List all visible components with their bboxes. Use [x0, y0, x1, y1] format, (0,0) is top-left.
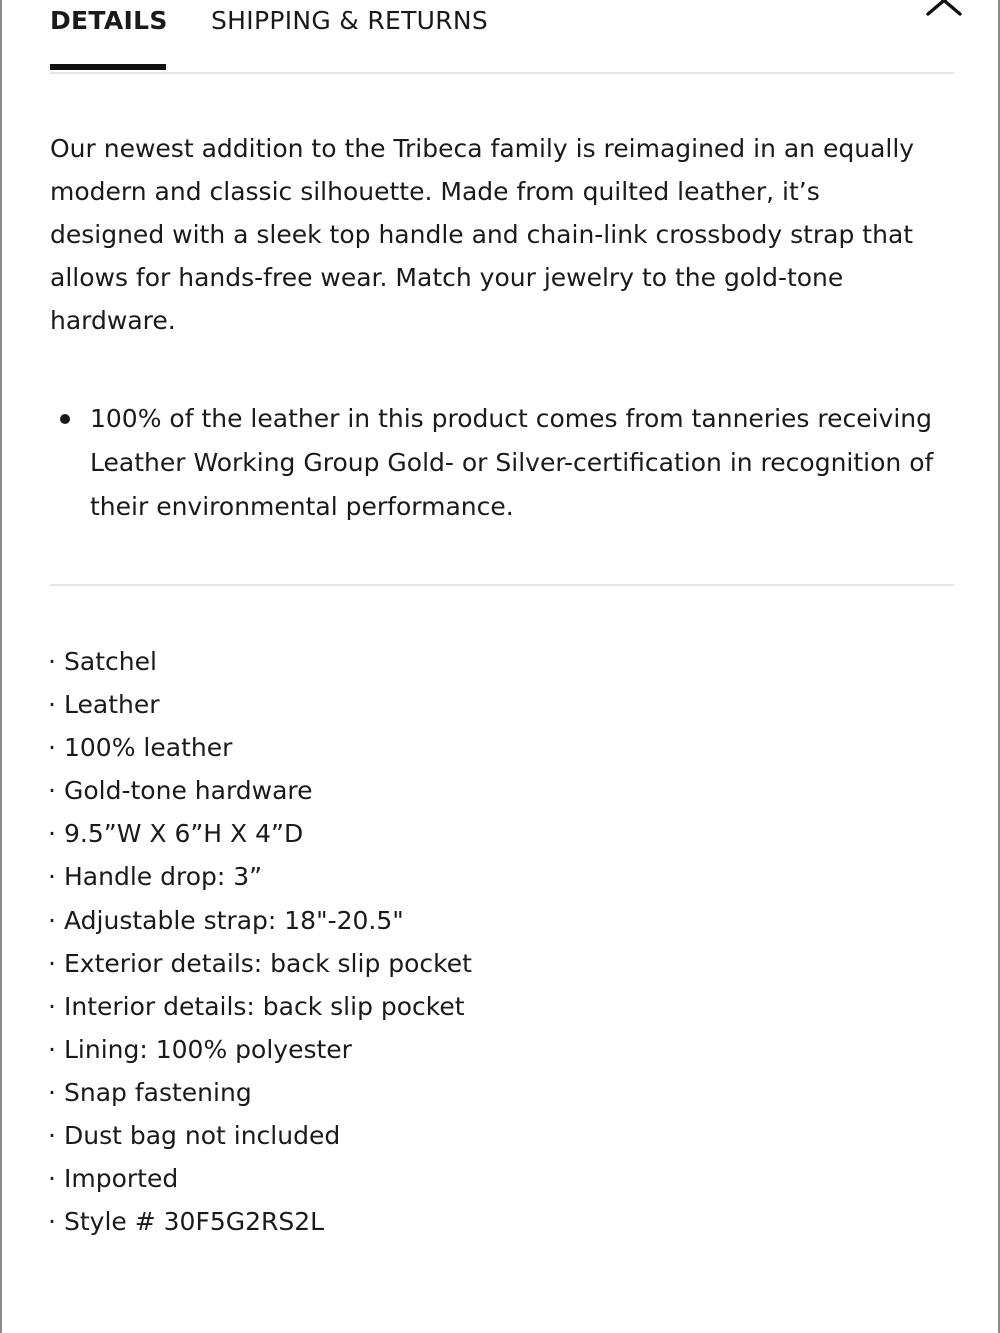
tab-details[interactable]: DETAILS — [50, 6, 168, 35]
spec-item — [48, 1028, 472, 1071]
tab-shipping-returns[interactable]: SHIPPING & RETURNS — [211, 6, 489, 35]
spec-bullet: · — [48, 1121, 56, 1151]
spec-bullet: · — [48, 905, 56, 935]
spec-item — [48, 942, 472, 985]
spec-item — [48, 1071, 472, 1114]
spec-item — [48, 1157, 472, 1200]
spec-bullet: · — [48, 733, 56, 763]
active-tab-indicator — [50, 64, 166, 70]
spec-item — [48, 985, 472, 1028]
close-button[interactable] — [920, 0, 968, 20]
spec-text: 9.5”W X 6”H X 4”D — [64, 819, 304, 849]
spec-bullet: · — [48, 1034, 56, 1064]
spec-bullet: · — [48, 819, 56, 849]
spec-text: Lining: 100% polyester — [64, 1034, 352, 1064]
spec-text: Exterior details: back slip pocket — [64, 948, 472, 978]
spec-bullet: · — [48, 776, 56, 806]
spec-item — [48, 1114, 472, 1157]
certification-item — [50, 397, 950, 529]
spec-text: Adjustable strap: 18"-20.5" — [64, 905, 404, 935]
spec-text: Snap fastening — [64, 1077, 252, 1107]
spec-bullet: · — [48, 1207, 56, 1237]
spec-text: 100% leather — [64, 733, 233, 763]
spec-list — [48, 640, 472, 1243]
spec-bullet: · — [48, 690, 56, 720]
spec-bullet: · — [48, 647, 56, 676]
spec-bullet: · — [48, 948, 56, 978]
spec-text: Style # 30F5G2RS2L — [64, 1207, 325, 1237]
spec-text: Leather — [64, 690, 160, 720]
spec-text: Dust bag not included — [64, 1121, 341, 1151]
close-icon — [920, 0, 968, 20]
tab-bar — [50, 0, 954, 74]
spec-bullet: · — [48, 1164, 56, 1194]
spec-item — [48, 640, 472, 683]
spec-text: Gold-tone hardware — [64, 776, 313, 806]
spec-item — [48, 769, 472, 812]
product-description: Our newest addition to the Tribeca family is reimagined in an equally modern and classic silhouette. Made from quilted leather, it’s designed with a sleek top handle and chain-link crossbody strap that allows for hands-free wear. Match your jewelry to the gold-tone hardware. — [50, 134, 915, 335]
certification-list — [50, 397, 950, 529]
spec-item — [48, 726, 472, 769]
spec-item — [48, 1200, 472, 1243]
spec-bullet: · — [48, 862, 56, 892]
spec-item — [48, 812, 472, 855]
spec-bullet: · — [48, 1077, 56, 1107]
bullet-icon — [60, 414, 70, 424]
spec-item — [48, 683, 472, 726]
spec-item — [48, 855, 472, 898]
spec-text: Satchel — [64, 647, 157, 676]
certification-text: 100% of the leather in this product comes from tanneries receiving Leather Working Group Gold- or Silver-certification in recognition of their environmental performance. — [90, 404, 934, 521]
spec-text: Handle drop: 3” — [64, 862, 263, 892]
spec-text: Imported — [64, 1164, 179, 1194]
spec-bullet: · — [48, 991, 56, 1021]
spec-text: Interior details: back slip pocket — [64, 991, 465, 1021]
section-divider — [50, 584, 954, 586]
spec-item — [48, 899, 472, 942]
